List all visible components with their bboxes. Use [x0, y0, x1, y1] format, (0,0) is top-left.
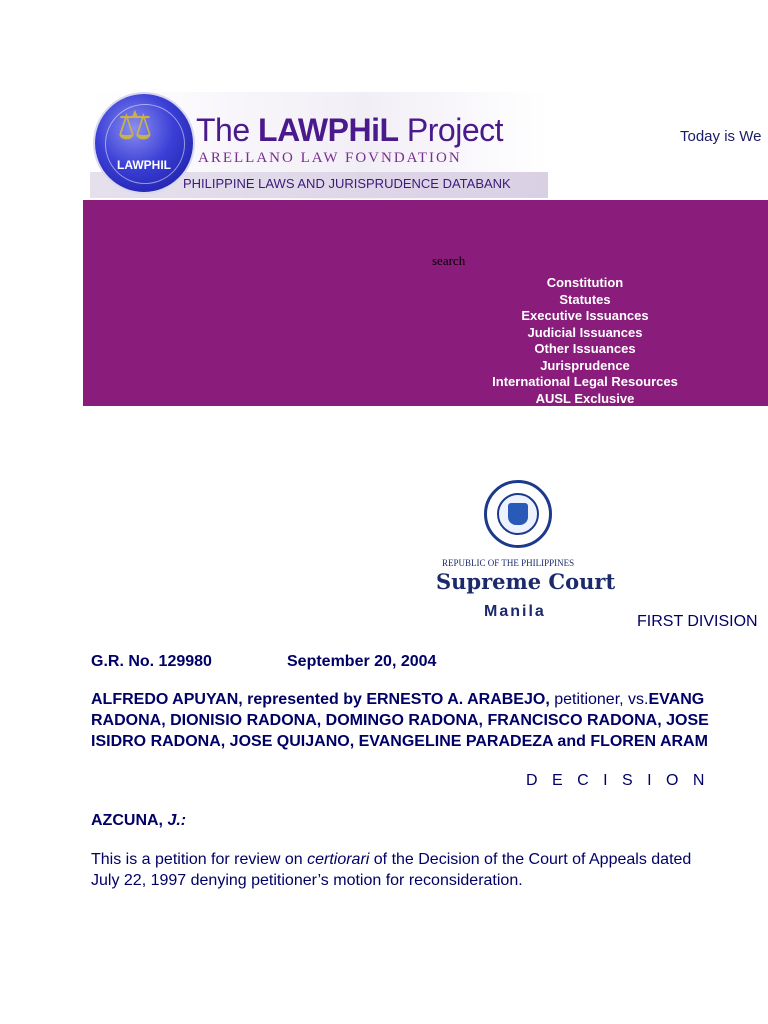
case-parties — [91, 689, 768, 752]
court-city: Manila — [484, 603, 546, 620]
para-text-b: of the Decision of the Court of Appeals dated — [369, 851, 692, 868]
petitioner-name: ALFREDO APUYAN, represented by ERNESTO A. ARABEJO, — [91, 691, 550, 708]
gr-number: G.R. No. 129980 — [91, 653, 212, 670]
site-title — [196, 112, 503, 149]
nav-item-other-issuances[interactable]: Other Issuances — [534, 341, 636, 356]
division-label: FIRST DIVISION — [637, 613, 758, 630]
para-text-a: This is a petition for review on — [91, 851, 308, 868]
nav-item-jurisprudence[interactable]: Jurisprudence — [540, 357, 630, 373]
opening-paragraph — [91, 849, 691, 891]
decision-heading: D E C I S I O N — [526, 772, 710, 789]
supreme-court-seal — [484, 480, 552, 548]
ponente — [91, 812, 186, 830]
respondent-start: EVANG — [648, 691, 705, 708]
petitioner-role: petitioner, vs. — [549, 691, 649, 708]
ponente-title: J.: — [167, 812, 187, 829]
nav-item-statutes[interactable]: Statutes — [559, 291, 611, 307]
logo-subtext — [95, 172, 193, 178]
paragraph-line-2: July 22, 1997 denying petitioner’s motion for reconsideration. — [91, 872, 523, 889]
foundation-name: ARELLANO LAW FOVNDATION — [198, 150, 462, 166]
databank-tagline: PHILIPPINE LAWS AND JURISPRUDENCE DATABANK — [183, 176, 511, 191]
scales-of-justice-icon: ⚖ — [117, 104, 153, 148]
court-name: Supreme Court — [436, 569, 616, 594]
ponente-name: AZCUNA, — [91, 812, 168, 829]
seal-inner-ring — [497, 493, 539, 535]
logo-text: LAWPHIL — [117, 158, 171, 172]
nav-item-executive-issuances[interactable]: Executive Issuances — [521, 308, 649, 323]
site-title-prefix: The — [196, 112, 259, 148]
nav-item-judicial-issuances[interactable]: Judicial Issuances — [527, 324, 643, 340]
parties-line-2: RADONA, DIONISIO RADONA, DOMINGO RADONA, FRANCISCO RADONA, JOSE — [91, 712, 709, 729]
lawphil-logo[interactable] — [95, 94, 193, 192]
nav-list — [470, 275, 700, 407]
paragraph-line-1 — [91, 849, 691, 870]
today-date: Today is We — [680, 128, 762, 145]
para-italic: certiorari — [307, 851, 370, 868]
site-title-bold: LAWPHiL — [258, 112, 399, 148]
seal-shield-icon — [508, 503, 528, 525]
parties-line-3: ISIDRO RADONA, JOSE QUIJANO, EVANGELINE PARADEZA and FLOREN ARAM — [91, 733, 708, 750]
republic-label: REPUBLIC OF THE PHILIPPINES — [442, 558, 575, 568]
nav-item-ausl-exclusive[interactable]: AUSL Exclusive — [535, 390, 635, 406]
search-link[interactable]: search — [432, 253, 466, 268]
parties-line-1 — [91, 689, 768, 710]
nav-item-international-legal-resources[interactable]: International Legal Resources — [492, 374, 678, 389]
site-title-suffix: Project — [398, 112, 503, 148]
decision-date: September 20, 2004 — [287, 653, 437, 670]
nav-item-constitution[interactable]: Constitution — [546, 275, 624, 290]
